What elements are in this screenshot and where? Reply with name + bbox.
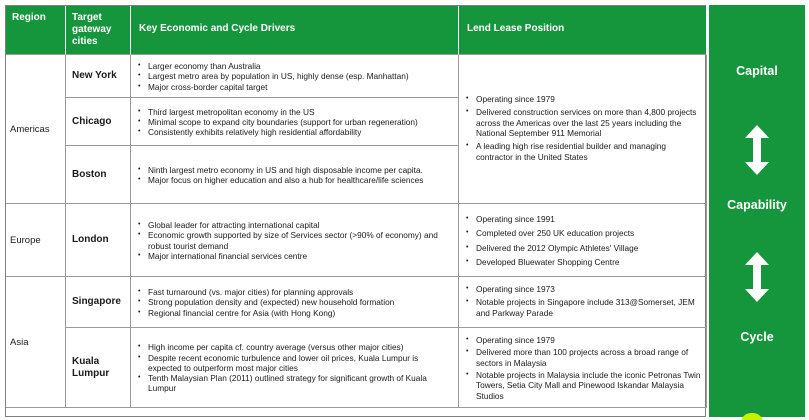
list-item: • Notable projects in Singapore include 313@Somerset, JEM and Parkway Parade xyxy=(465,297,702,318)
city-singapore: Singapore xyxy=(66,277,131,328)
list-item: • Fast turnaround (vs. major cities) for planning approvals xyxy=(137,287,394,297)
list-item: • Operating since 1973 xyxy=(465,284,702,294)
lend-europe xyxy=(459,204,707,277)
list-item: • Tenth Malaysian Plan (2011) outlined strategy for significant growth of Kuala Lumpur xyxy=(137,373,454,393)
city-kuala-lumpur: Kuala Lumpur xyxy=(66,328,131,408)
city-boston: Boston xyxy=(66,146,131,204)
lend-singapore xyxy=(459,277,707,328)
list-item: • Developed Bluewater Shopping Centre xyxy=(465,257,638,267)
list-item: • Delivered construction services on more than 4,800 projects across the Americas over the last 25 years including the National September 911 Memorial xyxy=(465,107,702,138)
double-arrow-icon xyxy=(745,252,769,302)
drivers-singapore xyxy=(131,277,459,328)
list-item: • Operating since 1991 xyxy=(465,214,638,224)
header-target-cities: Target gateway cities xyxy=(66,6,131,55)
list-item: • Strong population density and (expected) new household formation xyxy=(137,297,394,307)
list-item: • Major international financial services centre xyxy=(137,251,454,261)
capability-label: Capability xyxy=(727,198,787,212)
capital-capability-cycle-panel xyxy=(709,5,805,417)
lend-americas xyxy=(459,55,707,204)
lend-lease-table xyxy=(5,5,706,417)
list-item: • Major focus on higher education and also a hub for healthcare/life sciences xyxy=(137,175,423,185)
list-item: • A leading high rise residential builder and managing contractor in the United States xyxy=(465,141,702,162)
drivers-boston xyxy=(131,146,459,204)
drivers-chicago xyxy=(131,98,459,146)
drivers-london xyxy=(131,204,459,277)
list-item: • Operating since 1979 xyxy=(465,94,702,104)
list-item: • Despite recent economic turbulence and lower oil prices, Kuala Lumpur is expected to outperform most major cities xyxy=(137,353,454,373)
list-item: • Consistently exhibits relatively high residential affordability xyxy=(137,127,418,137)
drivers-new-york xyxy=(131,55,459,98)
region-americas: Americas xyxy=(6,55,66,204)
list-item: • Notable projects in Malaysia include the iconic Petronas Twin Towers, Setia City Mall and Pinewood Iskandar Malaysia Studios xyxy=(465,370,702,401)
cycle-label: Cycle xyxy=(740,330,774,344)
list-item: • Operating since 1979 xyxy=(465,335,702,345)
list-item: • Delivered the 2012 Olympic Athletes' Village xyxy=(465,243,638,253)
list-item: • Larger economy than Australia xyxy=(137,61,409,71)
list-item: • Third largest metropolitan economy in the US xyxy=(137,107,418,117)
capital-label: Capital xyxy=(736,64,778,78)
list-item: • Regional financial centre for Asia (with Hong Kong) xyxy=(137,308,394,318)
lend-kuala-lumpur xyxy=(459,328,707,408)
list-item: • Ninth largest metro economy in US and high disposable income per capita. xyxy=(137,165,423,175)
header-region: Region xyxy=(6,6,66,55)
list-item: • Economic growth supported by size of Services sector (>90% of economy) and robust tourist demand xyxy=(137,230,454,250)
header-drivers: Key Economic and Cycle Drivers xyxy=(131,6,459,55)
list-item: • Minimal scope to expand city boundaries (support for urban regeneration) xyxy=(137,117,418,127)
header-lend-lease-position: Lend Lease Position xyxy=(459,6,707,55)
drivers-kuala-lumpur xyxy=(131,328,459,408)
region-asia: Asia xyxy=(6,277,66,408)
list-item: • Largest metro area by population in US, highly dense (esp. Manhattan) xyxy=(137,71,409,81)
list-item: • Completed over 250 UK education projects xyxy=(465,228,638,238)
list-item: • High income per capita cf. country average (versus other major cities) xyxy=(137,342,454,352)
list-item: • Major cross-border capital target xyxy=(137,82,409,92)
city-chicago: Chicago xyxy=(66,98,131,146)
list-item: • Delivered more than 100 projects across a broad range of sectors in Malaysia xyxy=(465,347,702,368)
city-london: London xyxy=(66,204,131,277)
list-item: • Global leader for attracting international capital xyxy=(137,220,454,230)
city-new-york: New York xyxy=(66,55,131,98)
region-europe: Europe xyxy=(6,204,66,277)
double-arrow-icon xyxy=(745,125,769,175)
